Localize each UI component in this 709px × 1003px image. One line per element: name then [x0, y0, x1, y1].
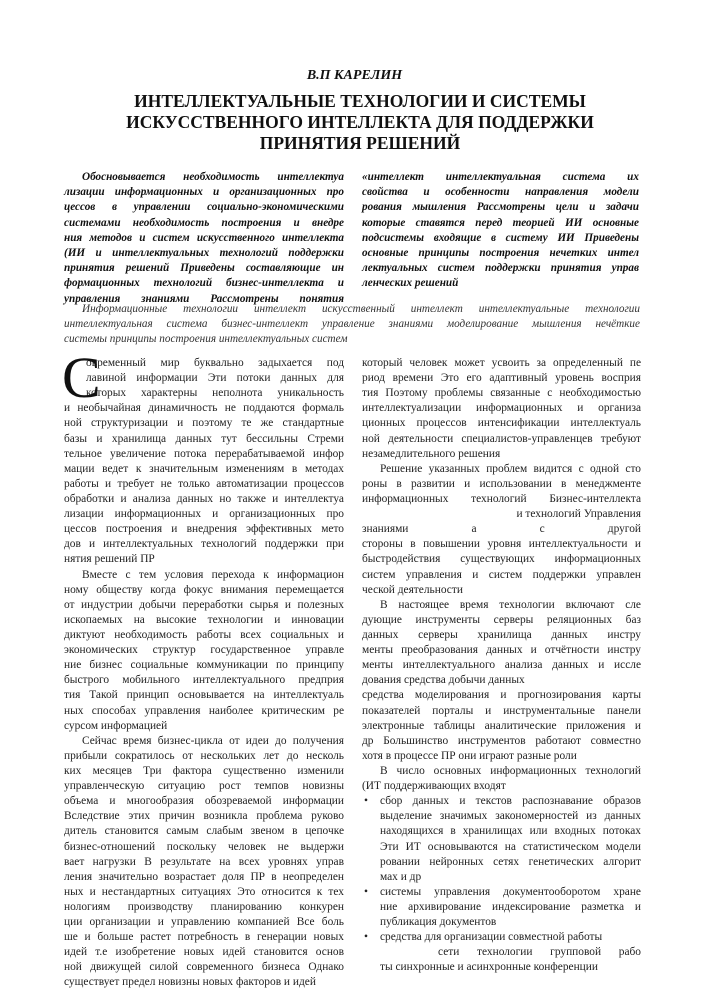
text-line: ционных процессов интенсификации интеллектуаль — [362, 417, 641, 430]
text-line: сети технологии групповой рабо — [438, 946, 641, 959]
text-line: которых характерны неполнота уникальность — [86, 387, 344, 400]
text-line: ние бизнес социальные коммуникации по принципу — [64, 659, 344, 672]
bullet-icon: • — [364, 931, 368, 944]
text-line: базы и хранилища данных тут бессильны Стреми — [64, 432, 344, 445]
text-line: управленческую ситуацию рост темпов новизны — [64, 780, 344, 793]
text-line: ческой деятельности — [362, 583, 463, 596]
text-line: прибыли сократилось от нескольких лет до несколь — [64, 749, 344, 762]
text-line: дитель становится самым слабым звеном в цепочке — [64, 825, 344, 838]
text-line: формационных технологий бизнес-интеллекта и — [64, 277, 344, 290]
text-line: находящихся в хранилищах или входных потоках — [380, 825, 641, 838]
text-line: ной движущей силой современного бизнеса Однако — [64, 961, 344, 974]
text-line: «интеллект интеллектуальная система их — [362, 171, 639, 183]
text-line: др Большинство инструментов работают совместно — [362, 734, 641, 747]
text-line: подсистемы входящие в систему ИИ Приведены — [362, 231, 639, 244]
text-line: ных и нестандартных ситуациях Это относится к тех — [64, 885, 344, 898]
text-line: Вследствие этих причин возникла проблема руково — [64, 810, 344, 823]
title-line: ИСКУССТВЕННОГО ИНТЕЛЛЕКТА ДЛЯ ПОДДЕРЖКИ — [126, 112, 594, 132]
text-line: быстрого мобильного интеллектуального предприя — [64, 674, 344, 687]
text-line: ше и больше растет потребность в генерации новых — [64, 931, 344, 944]
text-line: цессов построения и внедрения эффективных мето — [64, 523, 344, 536]
text-line: ких месяцев Три фактора существенно изменили — [64, 764, 344, 777]
keywords — [64, 302, 640, 346]
text-line: тия Такой принцип основывается на интеллектуаль — [64, 689, 344, 702]
title-line: ПРИНЯТИЯ РЕШЕНИЙ — [259, 133, 461, 153]
text-line: (ИИ и интеллектуальных технологий поддержки — [64, 246, 344, 259]
text-line: диктуют необходимость работы всех социальных и — [64, 628, 344, 641]
bullet-list — [362, 794, 641, 975]
text-line: бизнес-отношений поскольку человек не выдержи — [64, 840, 344, 853]
text-line: ных способах управления наиболее критическим ре — [64, 704, 344, 717]
text-line: ному обществу когда фокус внимания перемещается — [64, 583, 344, 596]
text-line: В число основных информационных технологий — [380, 764, 641, 777]
text-line: стороны в повышении уровня интеллектуальности и — [362, 538, 641, 551]
abstract-right-column — [362, 170, 639, 292]
text-line: ровании нейронных сетях генетических алгорит — [380, 855, 641, 868]
text-line: средства для организации совместной работы — [380, 931, 603, 944]
bullet-icon: • — [364, 795, 368, 808]
text-line: знаниями а с другой — [362, 523, 641, 536]
text-line: информационных технологий Бизнес-интеллекта — [362, 492, 641, 505]
paper-title — [60, 91, 660, 154]
text-line: Вместе с тем условия перехода к информацион — [82, 568, 344, 581]
bullet-icon: • — [364, 885, 368, 898]
text-line: тия Поэтому проблемы связанные с необходимостью — [362, 387, 641, 400]
body-left-column — [62, 345, 344, 991]
drop-cap: С — [62, 345, 101, 410]
text-line: хотя в процессе ПР они играют разные роли — [362, 749, 577, 762]
text-line: ления значительно возрастает доля ПР в неопределен — [64, 870, 344, 883]
text-line: В настоящее время технологии включают сле — [380, 598, 641, 611]
author-name: В.П КАРЕЛИН — [306, 68, 403, 83]
text-line: ции организации и управлению компанией Все боль — [64, 916, 344, 929]
text-line: мации ведет к значительным изменениям в методах — [64, 462, 344, 475]
text-line: сурсом информацией — [64, 719, 168, 732]
text-line: дования средства добычи данных — [362, 674, 525, 687]
text-line: и необычайная динамичность не поддаются формаль — [64, 402, 344, 415]
text-line: лизации информационных и организационных про — [64, 508, 344, 521]
text-line: Сейчас время бизнес-цикла от идеи до получения — [82, 734, 344, 747]
text-line: менты интеллектуального анализа данных и иссле — [362, 659, 641, 672]
text-line: Информационные технологии интеллект искусственный интеллект интеллектуальные технологии — [82, 303, 640, 315]
text-line: риод времени Это его адаптивный уровень восприя — [362, 372, 641, 385]
text-line: идей т.е изобретение новых идей становится основ — [64, 946, 344, 959]
text-line: ной структуризации и поэтому те же стандартные — [64, 417, 344, 430]
text-line: систем управления и систем поддержки управлен — [362, 568, 641, 581]
text-line: лектуальных систем поддержки принятия управ — [362, 262, 639, 275]
text-line: средства моделирования и прогнозирования карты — [362, 689, 641, 702]
text-line: Решение указанных проблем видится с одной сто — [380, 462, 641, 475]
text-line: показателей порталы и инструментальные панели — [362, 704, 641, 717]
title-line: ИНТЕЛЛЕКТУАЛЬНЫЕ ТЕХНОЛОГИИ И СИСТЕМЫ — [134, 91, 586, 111]
text-line: лизации информационных и организационных про — [64, 186, 344, 199]
text-line: лавиной информации Эти потоки данных для — [86, 372, 344, 385]
text-line: который человек может усвоить за определенный пе — [362, 357, 641, 369]
body-right-column — [362, 356, 641, 975]
text-line: принятия решений Приведены составляющие ин — [64, 262, 344, 275]
text-line: тельное увеличение потока перерабатываемой инфор — [64, 447, 344, 460]
text-line: вает нагрузки В результате на всех уровнях управ — [64, 855, 344, 868]
text-line: управления знаниями Рассмотрены понятия — [64, 292, 344, 305]
bullet-item — [362, 930, 641, 975]
text-line: ние архивирование индексирование разметка и — [380, 900, 641, 913]
text-line: работы и требует не только автоматизации процессов — [64, 477, 344, 490]
text-line: объема и многообразия обозреваемой информации — [64, 795, 344, 808]
text-line: менты преобразования данных и отчётности инстру — [362, 644, 641, 657]
text-line: публикация документов — [380, 916, 497, 929]
text-line: нятия решений ПР — [64, 553, 155, 566]
text-line: (ИТ поддерживающих входят — [362, 780, 506, 793]
text-line: овременный мир буквально задыхается под — [86, 357, 344, 369]
text-line: мах и др — [380, 870, 422, 883]
abstract-left-column — [64, 170, 344, 307]
text-line: свойства и особенности направления модели — [362, 186, 639, 199]
text-line: системами необходимость построения и внедре — [64, 216, 344, 229]
text-line: системы принципы построения интеллектуальных систем — [64, 332, 348, 345]
text-line: дующие инструменты серверы реляционных баз — [362, 613, 641, 626]
text-line: сбор данных и текстов распознавание образов — [380, 795, 641, 808]
text-line: ния методов и систем искусственного интеллекта — [64, 231, 344, 244]
text-line: Эти ИТ основываются на статистическом модели — [380, 840, 641, 853]
text-line: цессов в управлении социально-экономическими — [64, 201, 344, 214]
text-line: ной деятельности специалистов-управленцев требуют — [362, 432, 641, 445]
text-line: от индустрии добычи переработки сырья и полезных — [64, 598, 344, 611]
text-line: ты синхронные и асинхронные конференции — [380, 961, 598, 974]
text-line: ископаемых на высокие технологии и инновации — [64, 613, 344, 626]
text-line: существует предел новизны новых факторов и идей — [64, 976, 316, 989]
text-line: рования мышления Рассмотрены цели и задачи — [362, 201, 639, 214]
text-line: основные принципы построения нечетких интел — [362, 246, 639, 259]
text-line: незамедлительного решения — [362, 447, 501, 460]
text-line: данных серверы хранилища данных инстру — [362, 628, 641, 641]
text-line: интеллектуальная система бизнес-интеллект управление знаниями моделирование мышления нечёткие — [64, 317, 640, 330]
bullet-item — [362, 794, 641, 885]
text-line: электронные таблицы аналитические приложения и — [362, 719, 641, 732]
text-line: интеллектуализации информационных и организа — [362, 402, 641, 415]
text-line: которые ставятся перед теорией ИИ основные — [362, 216, 639, 229]
text-line: экономических структур государственное управле — [64, 644, 344, 657]
text-line: быстродействия существующих информационных — [362, 553, 641, 566]
bullet-item — [362, 885, 641, 930]
text-line: обработки и анализа данных но также и интеллектуа — [64, 492, 344, 505]
text-line: роны в развитии и использовании в менеджменте — [362, 477, 641, 490]
text-line: дов и интеллектуальных технологий поддержки при — [64, 538, 344, 551]
text-line: и технологий Управления — [516, 508, 641, 521]
text-line: выделение значимых закономерностей из данных — [380, 810, 641, 823]
text-line: ленческих решений — [362, 277, 459, 290]
text-line: системы управления документооборотом хране — [380, 885, 641, 898]
text-line: Обосновывается необходимость интеллектуа — [82, 171, 344, 183]
text-line: нологиям производству планированию конкурен — [64, 900, 344, 913]
